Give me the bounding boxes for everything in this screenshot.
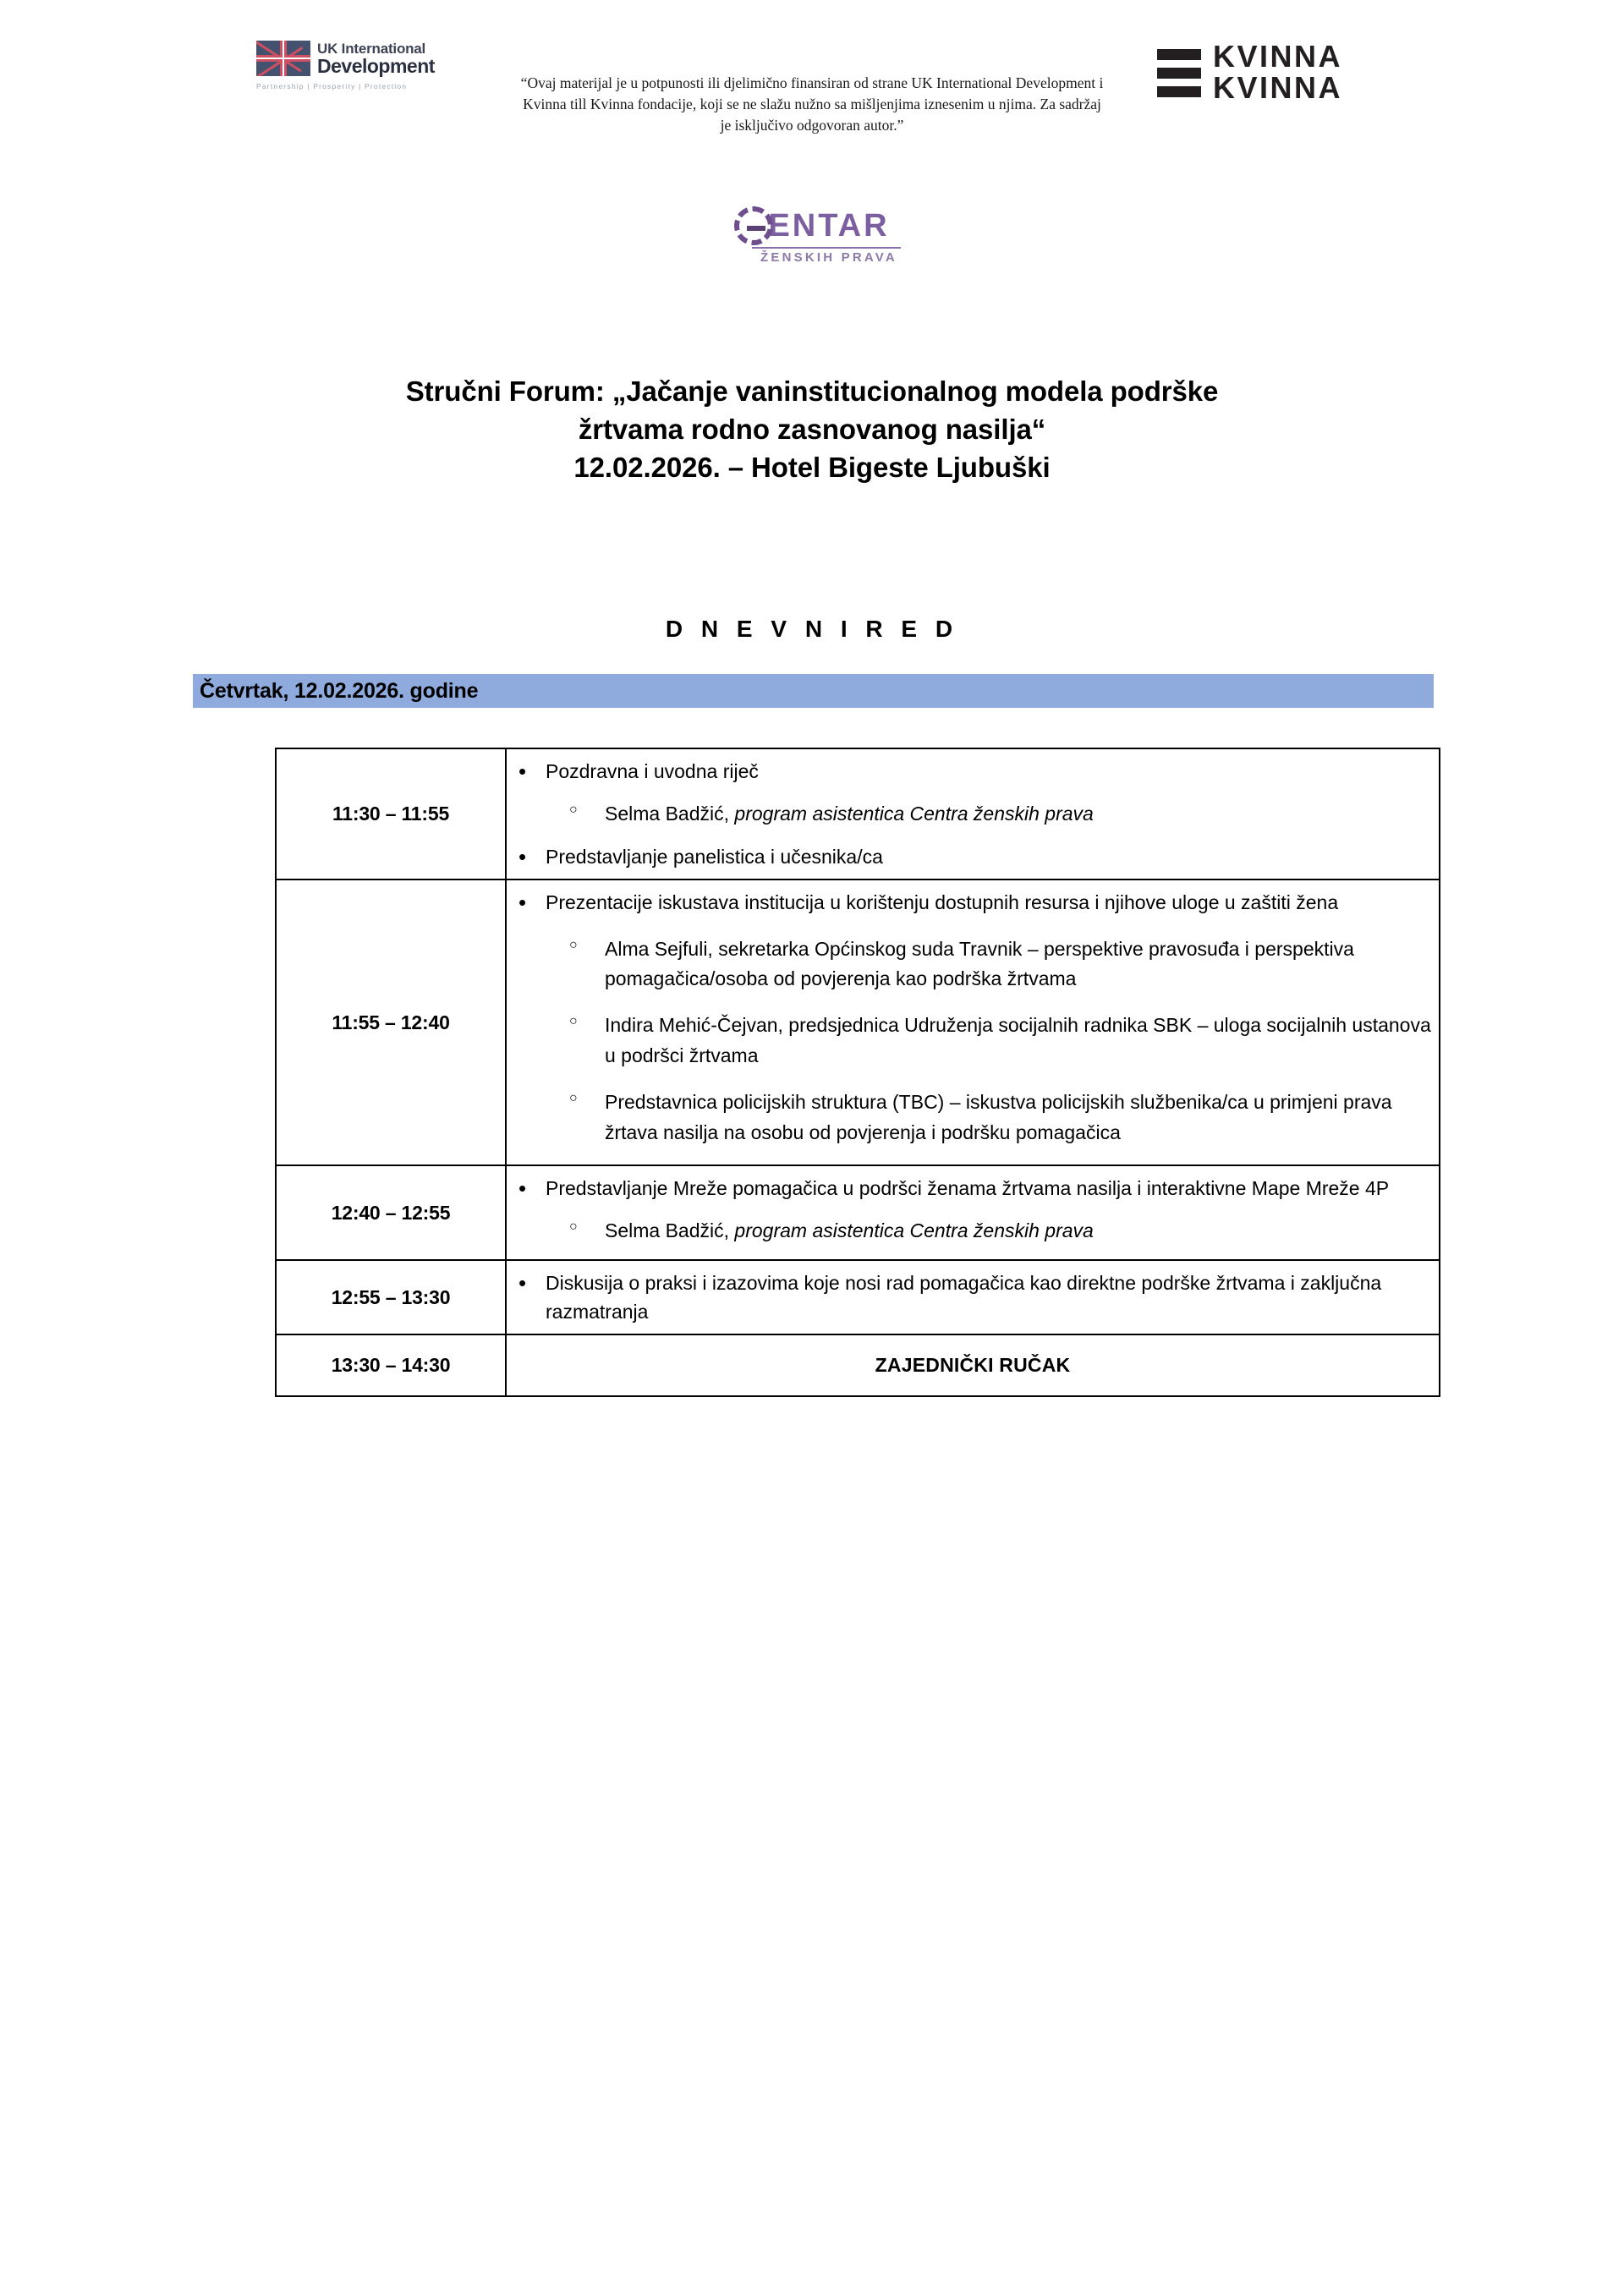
list-item <box>507 842 1439 871</box>
agenda-description-cell <box>506 748 1440 879</box>
kvinna-logo-line2: KVINNA <box>1213 70 1343 106</box>
lunch-label: ZAJEDNIČKI RUČAK <box>875 1354 1071 1377</box>
list-item <box>507 888 1439 1147</box>
agenda-time-cell <box>276 879 506 1164</box>
agenda-description-cell <box>506 1334 1440 1396</box>
list-item: ○ Predstavnica policijskih struktura (TBC) – iskustva policijskih službenika/ca u primjeni prava žrtava nasilja na osobu od povjerenja i podršku pomagačica <box>546 1088 1439 1148</box>
agenda-time-4: 13:30 – 14:30 <box>331 1354 451 1377</box>
agenda-description-cell <box>506 879 1440 1164</box>
agenda-time-1: 11:55 – 12:40 <box>332 1011 450 1033</box>
agenda-item-text: Pozdravna i uvodna riječ <box>546 760 759 782</box>
title-line-3: 12.02.2026. – Hotel Bigeste Ljubuški <box>573 452 1051 484</box>
list-item <box>546 1216 1439 1246</box>
uk-international-development-logo <box>256 41 459 107</box>
agenda-time-2: 12:40 – 12:55 <box>331 1201 451 1224</box>
table-row <box>276 1165 1440 1260</box>
agenda-time-cell <box>276 1334 506 1396</box>
kvinna-logo-line1: KVINNA <box>1213 39 1343 74</box>
centar-zenskih-prava-logo <box>0 206 1624 265</box>
list-item <box>507 757 1439 829</box>
list-item <box>507 1174 1439 1246</box>
agenda-item-text: Prezentacije iskustava institucija u korištenju dostupnih resursa i njihove uloge u zaštiti žena <box>546 891 1339 914</box>
list-item: • Diskusija o praksi i izazovima koje nosi rad pomagačica kao direktne podrške žrtvama i zaključna razmatranja <box>507 1269 1439 1326</box>
centar-logo-rule <box>752 247 901 249</box>
speaker-name: Selma Badžić, <box>605 1219 735 1241</box>
uk-logo-line1: UK International <box>317 40 426 57</box>
agenda-time-cell <box>276 1260 506 1334</box>
kvinna-till-kvinna-logo <box>1157 41 1342 104</box>
table-row <box>276 879 1440 1164</box>
kvinna-bars-icon <box>1157 47 1201 97</box>
union-jack-flag-icon <box>256 41 310 76</box>
agenda-description-cell <box>506 1165 1440 1260</box>
agenda-description-cell <box>506 1260 1440 1334</box>
agenda-item-text: Predstavljanje Mreže pomagačica u podršci ženama žrtvama nasilja i interaktivne Mape Mreže 4P <box>546 1176 1390 1199</box>
speaker-name: Selma Badžić, <box>605 803 735 825</box>
agenda-item-text: Predstavljanje panelistica i učesnika/ca <box>546 846 883 869</box>
speaker-role: program asistentica Centra ženskih prava <box>734 803 1094 825</box>
title-line-1: Stručni Forum: „Jačanje vaninstitucionalnog modela podrške <box>405 375 1219 407</box>
table-row <box>276 1334 1440 1396</box>
agenda-time-3: 12:55 – 13:30 <box>331 1285 451 1308</box>
centar-logo-word: ENTAR <box>768 208 890 244</box>
title-line-2: žrtvama rodno zasnovanog nasilja“ <box>578 414 1046 446</box>
list-item <box>546 799 1439 829</box>
date-banner-label: Četvrtak, 12.02.2026. godine <box>200 678 479 703</box>
funding-disclaimer: “Ovaj materijal je u potpunosti ili djelimično finansiran od strane UK International Development i Kvinna till Kvinna fondacije, koji se ne slažu nužno sa mišljenjima iznesenim u njima. Za sadržaj je isključivo odgovoran autor.” <box>520 74 1104 134</box>
list-item: ○ Indira Mehić-Čejvan, predsjednica Udruženja socijalnih radnika SBK – uloga socijalnih ustanova u podršci žrtvama <box>546 1011 1439 1071</box>
agenda-time-cell <box>276 748 506 879</box>
table-row <box>276 1260 1440 1334</box>
uk-logo-tagline: Partnership | Prosperity | Protection <box>256 82 408 90</box>
list-item: ○ Alma Sejfuli, sekretarka Općinskog suda Travnik – perspektive pravosuđa i perspektiva pomagačica/osoba od povjerenja kao podrška žrtvama <box>546 934 1439 995</box>
date-banner <box>193 674 1434 708</box>
agenda-time-0: 11:30 – 11:55 <box>332 803 450 825</box>
speaker-role: program asistentica Centra ženskih prava <box>734 1219 1094 1241</box>
agenda-time-cell <box>276 1165 506 1260</box>
agenda-table <box>275 748 1440 1397</box>
document-title <box>220 372 1404 487</box>
agenda-heading: D N E V N I R E D <box>665 616 959 642</box>
centar-logo-subtitle: ŽENSKIH PRAVA <box>760 250 897 265</box>
table-row <box>276 748 1440 879</box>
uk-logo-line2: Development <box>317 54 435 77</box>
